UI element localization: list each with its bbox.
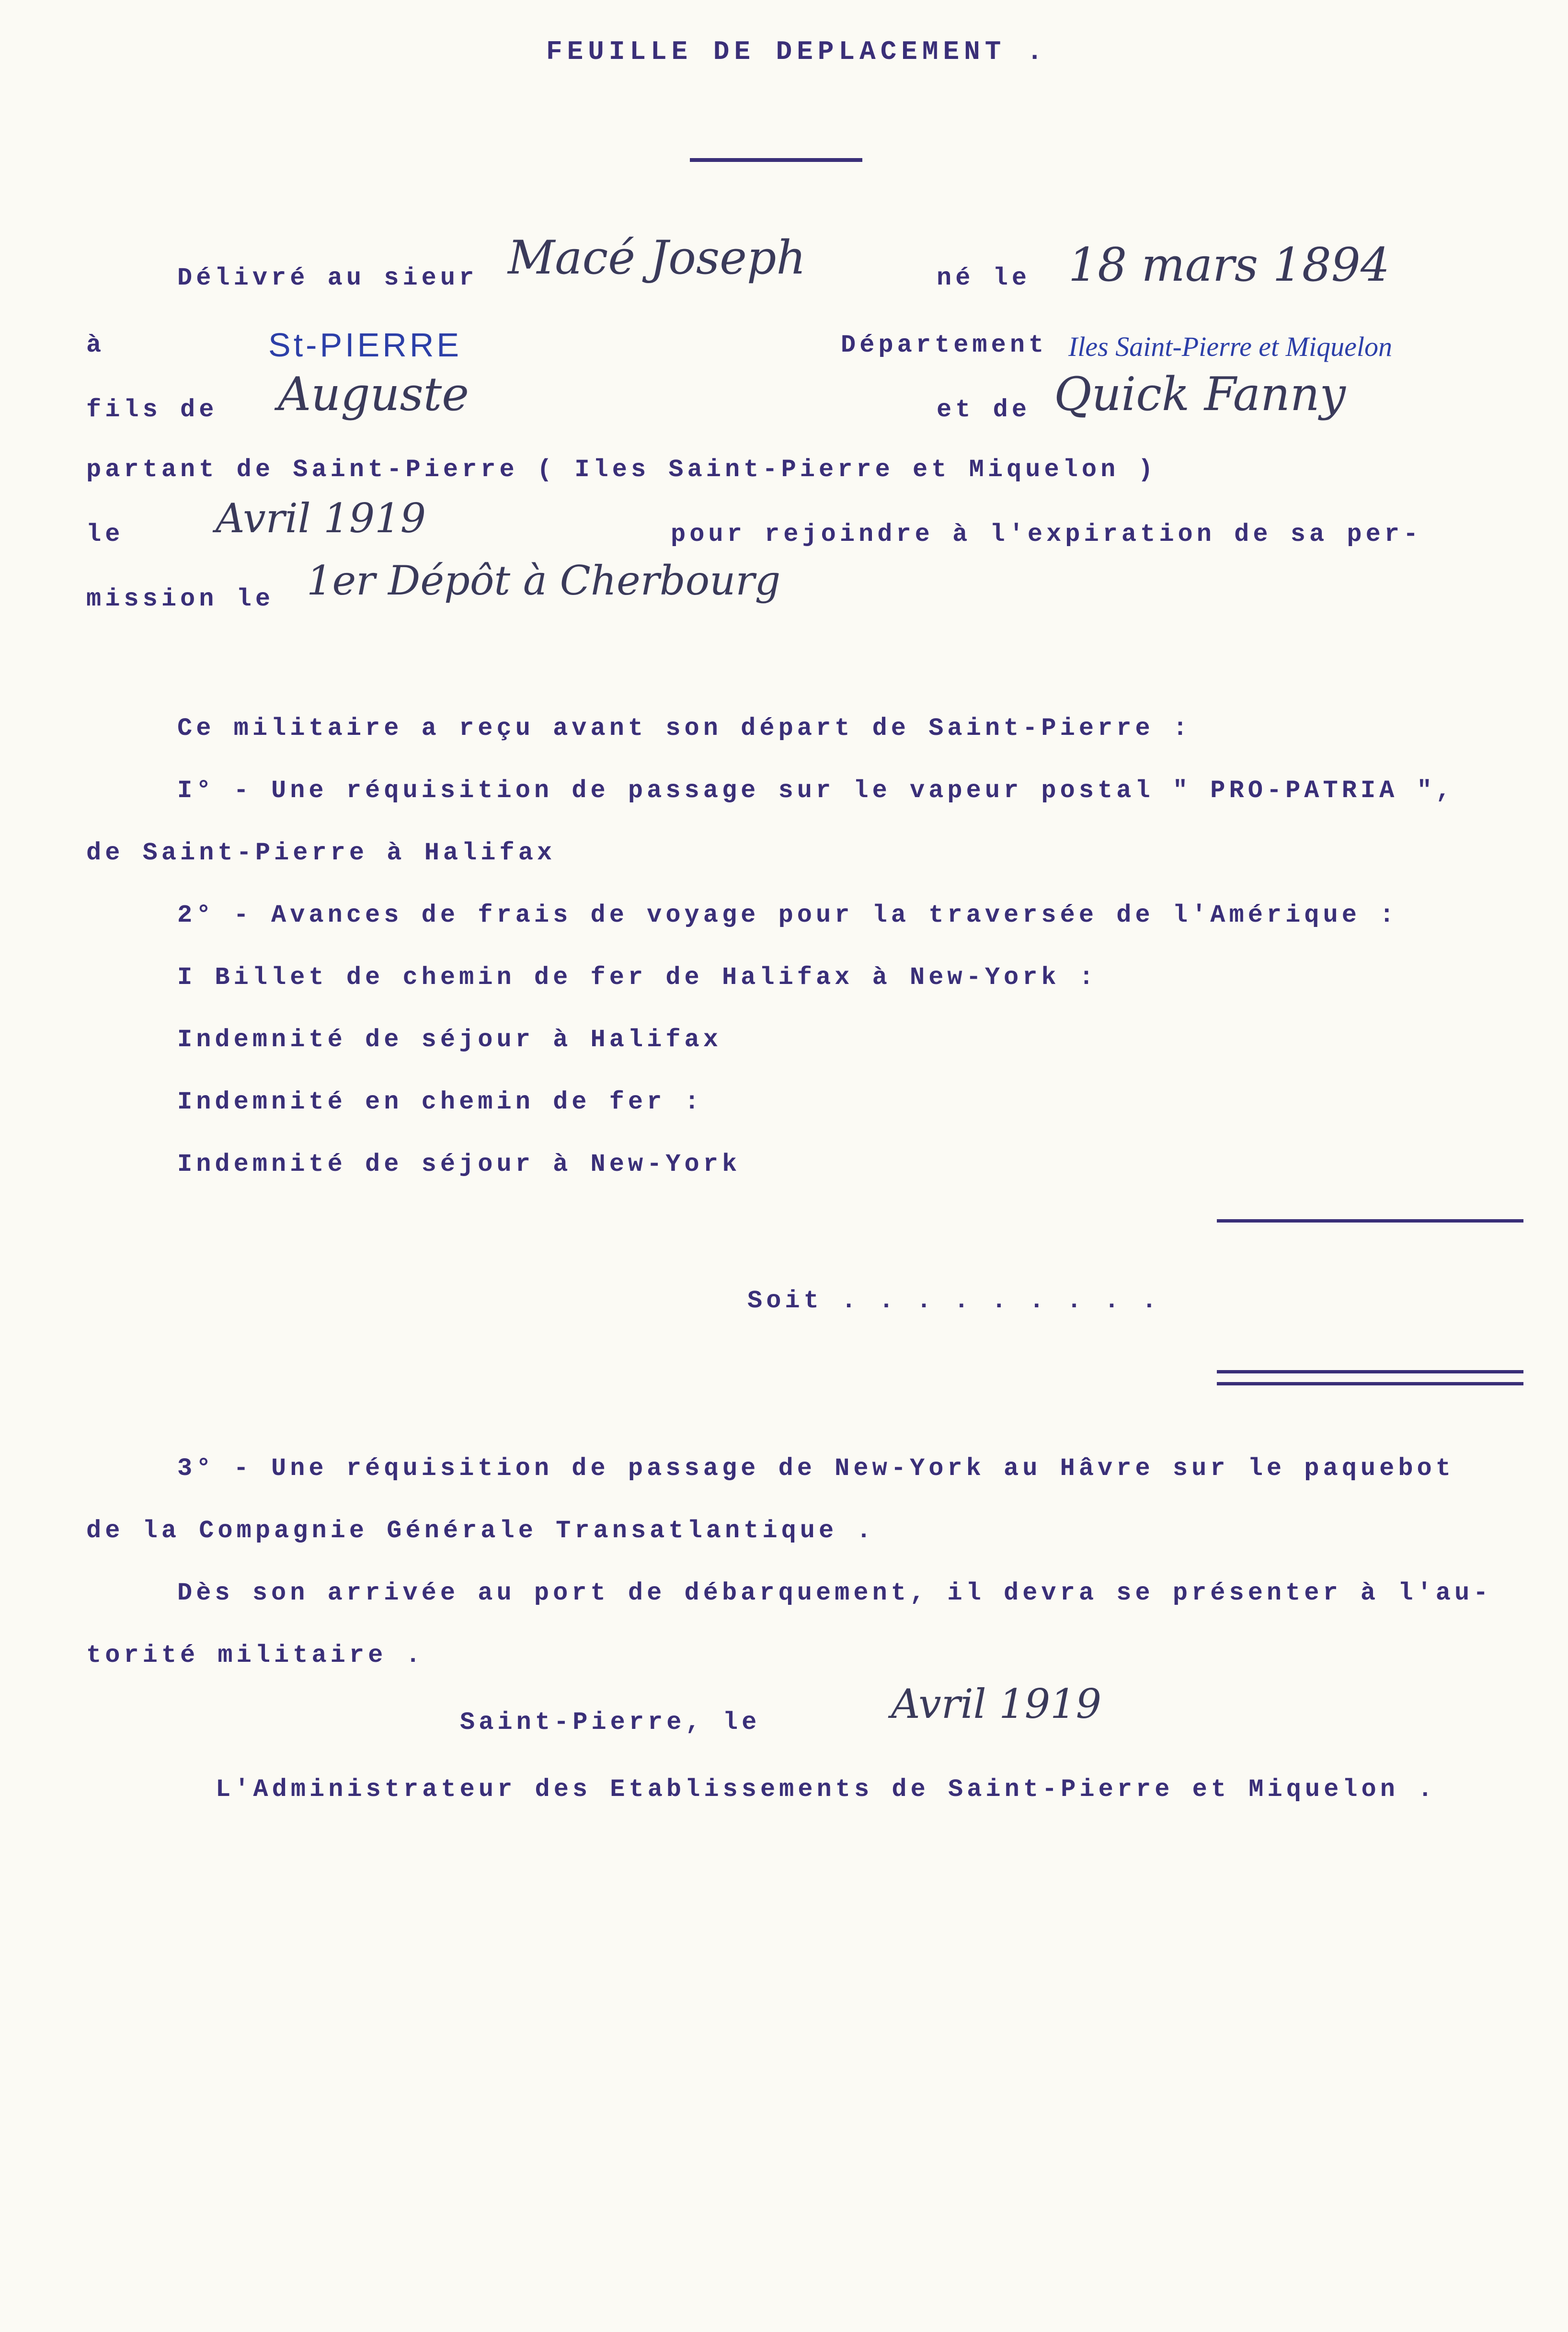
total-rule-2	[1217, 1382, 1523, 1385]
rejoin-line: pour rejoindre à l'expiration de sa per-	[671, 520, 1422, 549]
mother-handwritten: Quick Fanny	[1054, 367, 1346, 421]
on-label: le	[86, 520, 124, 549]
issued-to-label: Délivré au sieur	[177, 264, 478, 292]
leave-label: mission le	[86, 585, 275, 613]
signatory-line: L'Administrateur des Etablissements de Saint-Pierre et Miquelon .	[216, 1775, 1437, 1804]
item2-line4: Indemnité en chemin de fer :	[177, 1088, 703, 1116]
item2-line1: 2° - Avances de frais de voyage pour la traversée de l'Amérique :	[177, 901, 1398, 929]
signature-date-handwritten: Avril 1919	[891, 1680, 1102, 1727]
arrival-line1: Dès son arrivée au port de débarquement, il devra se présenter à l'au-	[177, 1579, 1492, 1607]
received-intro: Ce militaire a reçu avant son départ de Saint-Pierre :	[177, 714, 1192, 743]
total-line: Soit . . . . . . . . .	[747, 1287, 1161, 1315]
total-rule-1	[1217, 1370, 1523, 1373]
name-handwritten: Macé Joseph	[508, 231, 806, 285]
item2-line5: Indemnité de séjour à New-York	[177, 1150, 741, 1178]
mother-label: et de	[937, 396, 1031, 424]
item2-line3: Indemnité de séjour à Halifax	[177, 1026, 722, 1054]
item3-line2: de la Compagnie Générale Transatlantique .	[86, 1517, 875, 1545]
subtotal-rule	[1217, 1219, 1523, 1223]
departing-line: partant de Saint-Pierre ( Iles Saint-Pierre et Miquelon )	[86, 456, 1157, 484]
father-handwritten: Auguste	[278, 367, 469, 421]
item2-line2: I Billet de chemin de fer de Halifax à New-York :	[177, 963, 1098, 992]
arrival-line2: torité militaire .	[86, 1641, 424, 1669]
item1-line1: I° - Une réquisition de passage sur le vapeur postal " PRO-PATRIA ",	[177, 777, 1454, 805]
birth-date-handwritten: 18 mars 1894	[1068, 238, 1390, 292]
departure-date-handwritten: Avril 1919	[216, 495, 426, 542]
place-stamp: St-PIERRE	[268, 326, 462, 364]
item3-line1: 3° - Une réquisition de passage de New-York au Hâvre sur le paquebot	[177, 1454, 1454, 1483]
son-of-label: fils de	[86, 396, 218, 424]
item1-line2: de Saint-Pierre à Halifax	[86, 839, 556, 867]
destination-handwritten: 1er Dépôt à Cherbourg	[307, 557, 781, 604]
signature-place: Saint-Pierre, le	[460, 1708, 761, 1737]
department-stamp: Iles Saint-Pierre et Miquelon	[1068, 331, 1392, 362]
department-label: Département	[841, 331, 1048, 359]
at-label: à	[86, 331, 105, 359]
title-underline	[690, 158, 862, 162]
document-title: FEUILLE DE DEPLACEMENT .	[546, 36, 1048, 67]
born-label: né le	[937, 264, 1031, 292]
